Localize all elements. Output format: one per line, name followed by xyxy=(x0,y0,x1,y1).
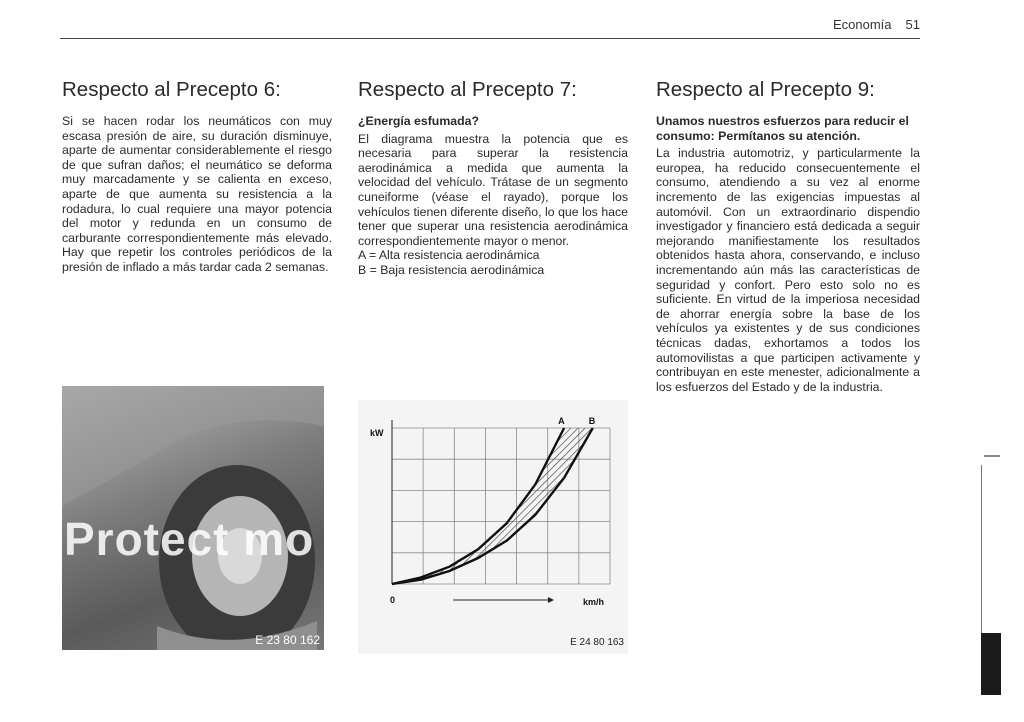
subheading: Unamos nuestros esfuerzos para reducir el consumo: Permítanos su atención. xyxy=(656,114,909,143)
paragraph: Si se hacen rodar los neumáticos con muy escasa presión de aire, su duración disminuye, aparte de aumentar considerablemente el riesgo de que sufran daños; el neumático se deforma muy marcadamente y se calienta en exceso, aparte de que aumenta su resistencia a la rodadura, lo cual requiere una mayor potencia del motor y redunda en un consumo de carburante correspondientemente más elevado. Hay que repetir los controles periódicos de la presión de inflado a más tardar cada 2 semanas. xyxy=(62,114,332,274)
legend-a: A = Alta resistencia aerodinámica xyxy=(358,248,540,263)
page-edge-mark xyxy=(978,455,1002,695)
figure-code: E 24 80 163 xyxy=(570,637,624,648)
figure-code: E 23 80 162 xyxy=(255,633,320,647)
power-diagram xyxy=(358,400,628,654)
page-number: 51 xyxy=(905,17,920,32)
header-text xyxy=(833,17,920,32)
power-chart xyxy=(358,400,628,654)
header-rule xyxy=(60,38,920,39)
section-heading: Respecto al Precepto 7: xyxy=(358,78,577,101)
origin-label: 0 xyxy=(390,595,396,605)
legend-b: B = Baja resistencia aerodinámica xyxy=(358,262,545,277)
tire-photo xyxy=(62,386,324,650)
section-heading: Respecto al Precepto 9: xyxy=(656,78,875,101)
hatched-region xyxy=(392,428,593,584)
column-precepto-9 xyxy=(656,78,920,394)
subheading: ¿Energía esfumada? xyxy=(358,114,479,128)
paragraph: El diagrama muestra la potencia que es necesaria para superar la resistencia aerodinámica a medida que aumenta la velocidad del vehículo. Trátase de un segmento cuneiforme (véase el rayado), porque los vehículos tienen diferente diseño, lo que los hace tener que superar una resistencia aerodinámica correspondientemente mayor o menor. xyxy=(358,131,628,248)
x-axis-label: km/h xyxy=(583,597,605,607)
column-precepto-7 xyxy=(358,78,628,278)
curve-label-a: A xyxy=(558,416,565,426)
column-precepto-6 xyxy=(62,78,332,275)
page-header xyxy=(60,14,920,38)
curve-label-b: B xyxy=(588,416,596,426)
y-axis-label: kW xyxy=(370,428,384,438)
x-axis-arrowhead xyxy=(548,597,554,603)
paragraph: La industria automotriz, y particularmente la europea, ha reducido consecuentemente el consumo, atendiendo a su vez al enorme incremento de las exigencias impuestas al automóvil. Con un extraordinario dispendio investigador y financiero está dedicada a seguir mejorando manifiestamente los resultados obtenidos hasta ahora, conservando, e incluso incrementando aún más las características de seguridad y confort. Pero esto solo no es suficiente. En virtud de la imperiosa necesidad de ahorrar energía sobre la base de los vehículos ya existentes y de sus condiciones técnicas dadas, exhortamos a todos los automovilistas a que participen activamente y contribuyan en este menester, adicionalmente a los esfuerzos del Estado y de la industria. xyxy=(656,146,920,394)
section-heading: Respecto al Precepto 6: xyxy=(62,78,281,101)
chart-area xyxy=(392,428,593,584)
watermark-text: Protect mo xyxy=(64,513,315,565)
section-title: Economía xyxy=(832,17,892,32)
